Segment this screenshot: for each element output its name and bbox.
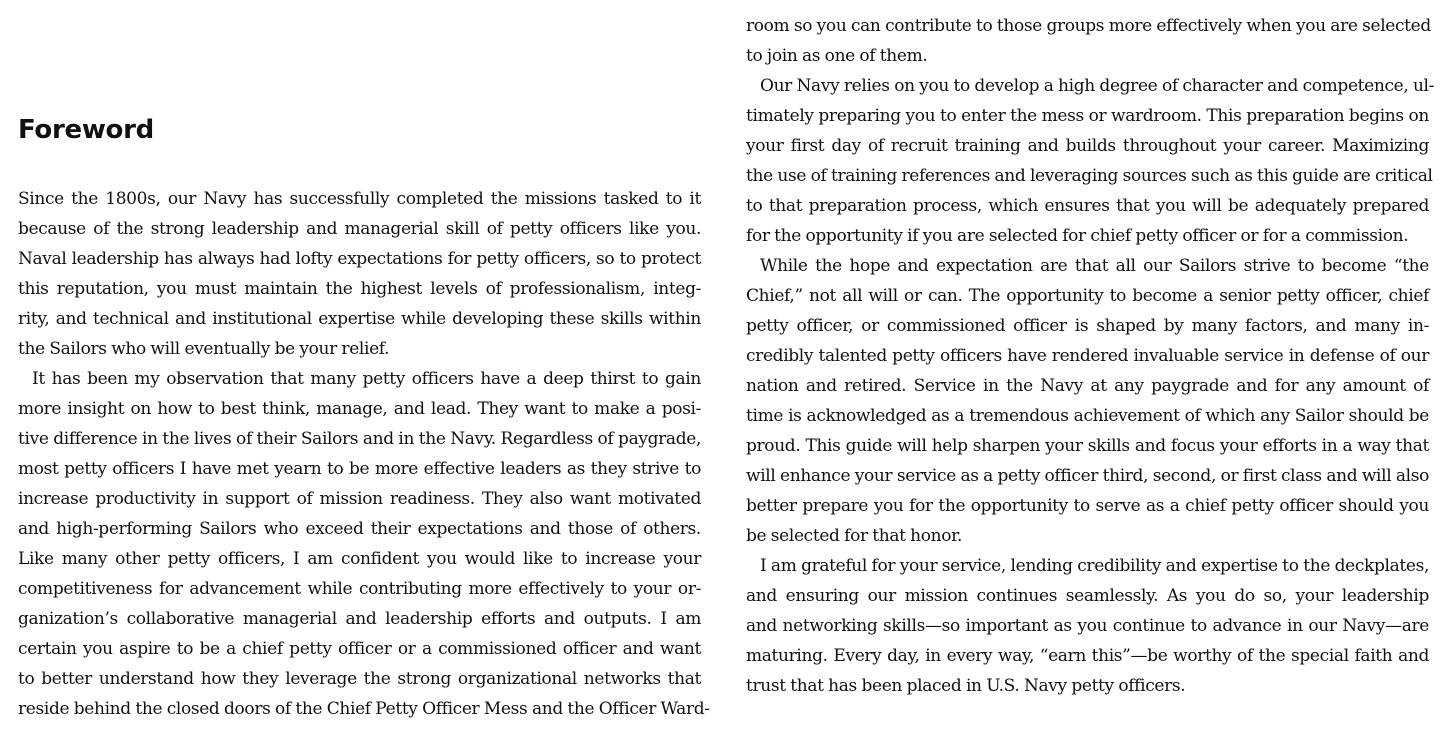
- text-line: credibly talented petty officers have rendered invaluable service in defense of our: [746, 346, 1429, 366]
- text-line: and ensuring our mission continues seamlessly. As you do so, your leadership: [746, 586, 1429, 606]
- text-line: your first day of recruit training and builds throughout your career. Maximizing: [746, 136, 1429, 156]
- text-line: competitiveness for advancement while contributing more effectively to your or-: [18, 579, 701, 599]
- text-line: increase productivity in support of mission readiness. They also want motivated: [18, 489, 701, 509]
- text-line: Like many other petty officers, I am confident you would like to increase your: [18, 549, 701, 569]
- text-line: because of the strong leadership and managerial skill of petty officers like you.: [18, 219, 701, 239]
- left-column-text: [18, 184, 710, 724]
- text-line: While the hope and expectation are that all our Sailors strive to become “the: [760, 256, 1429, 276]
- text-line: to better understand how they leverage the strong organizational networks that: [18, 669, 701, 689]
- text-line: the use of training references and leveraging sources such as this guide are critical: [746, 166, 1433, 186]
- text-line: better prepare you for the opportunity to serve as a chief petty officer should you: [746, 496, 1429, 516]
- text-line: more insight on how to best think, manage, and lead. They want to make a posi-: [18, 399, 701, 419]
- text-line: be selected for that honor.: [746, 526, 963, 546]
- text-line: It has been my observation that many petty officers have a deep thirst to gain: [32, 369, 701, 389]
- text-line: Naval leadership has always had lofty expectations for petty officers, so to protect: [18, 249, 701, 269]
- text-line: and networking skills—so important as you continue to advance in our Navy—are: [746, 616, 1429, 636]
- text-line: reside behind the closed doors of the Chief Petty Officer Mess and the Officer Ward-: [18, 699, 710, 719]
- text-line: most petty officers I have met yearn to be more effective leaders as they strive to: [18, 459, 701, 479]
- right-page: [746, 11, 1435, 701]
- text-line: to that preparation process, which ensures that you will be adequately prepared: [746, 196, 1429, 216]
- text-line: to join as one of them.: [746, 46, 928, 66]
- text-line: trust that has been placed in U.S. Navy petty officers.: [746, 676, 1186, 696]
- text-line: timately preparing you to enter the mess or wardroom. This preparation begins on: [746, 106, 1429, 126]
- text-line: rity, and technical and institutional expertise while developing these skills within: [18, 309, 701, 329]
- text-line: ganization’s collaborative managerial and leadership efforts and outputs. I am: [18, 609, 701, 629]
- text-line: time is acknowledged as a tremendous achievement of which any Sailor should be: [746, 406, 1429, 426]
- page-title: Foreword: [18, 115, 154, 145]
- text-line: Chief,” not all will or can. The opportunity to become a senior petty officer, chief: [746, 286, 1429, 306]
- text-line: room so you can contribute to those groups more effectively when you are selected: [746, 16, 1431, 36]
- text-line: maturing. Every day, in every way, “earn this”—be worthy of the special faith and: [746, 646, 1429, 666]
- text-line: for the opportunity if you are selected for chief petty officer or for a commission.: [746, 226, 1409, 246]
- text-line: will enhance your service as a petty officer third, second, or first class and will also: [746, 466, 1429, 486]
- text-line: and high-performing Sailors who exceed their expectations and those of others.: [18, 519, 701, 539]
- right-column-text: [746, 11, 1435, 701]
- text-line: Our Navy relies on you to develop a high degree of character and competence, ul-: [760, 76, 1435, 96]
- text-line: nation and retired. Service in the Navy at any paygrade and for any amount of: [746, 376, 1429, 396]
- text-line: proud. This guide will help sharpen your skills and focus your efforts in a way that: [746, 436, 1429, 456]
- text-line: Since the 1800s, our Navy has successfully completed the missions tasked to it: [18, 189, 701, 209]
- text-line: this reputation, you must maintain the highest levels of professionalism, integ-: [18, 279, 701, 299]
- text-line: petty officer, or commissioned officer is shaped by many factors, and many in-: [746, 316, 1429, 336]
- text-line: I am grateful for your service, lending credibility and expertise to the deckplates,: [760, 556, 1429, 576]
- text-line: certain you aspire to be a chief petty officer or a commissioned officer and want: [18, 639, 701, 659]
- text-line: tive difference in the lives of their Sailors and in the Navy. Regardless of paygrade,: [18, 429, 701, 449]
- text-line: the Sailors who will eventually be your relief.: [18, 339, 390, 359]
